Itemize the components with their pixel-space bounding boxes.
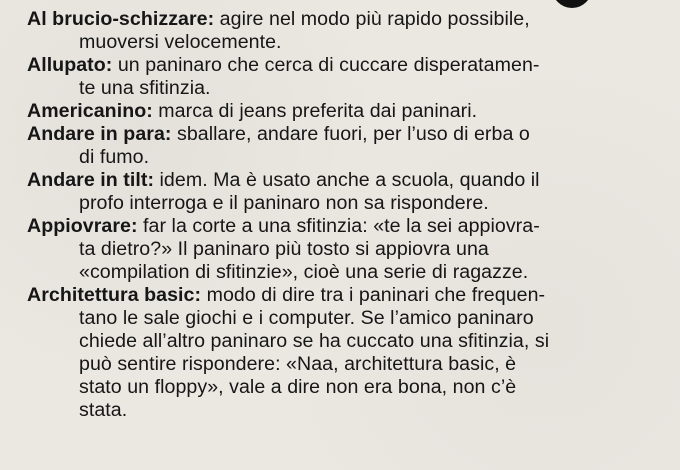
glossary-term: Andare in para:: [27, 123, 172, 145]
entry-first-line: [27, 54, 645, 77]
definition-text: sballare, andare fuori, per l’uso di erba o: [171, 123, 530, 145]
definition-continuation: profo interroga e il paninaro non sa rispondere.: [79, 192, 489, 214]
definition-text: agire nel modo più rapido possibile,: [214, 8, 530, 30]
entry-first-line: [27, 169, 645, 192]
definition-text: idem. Ma è usato anche a scuola, quando il: [154, 169, 540, 191]
definition-continuation: di fumo.: [79, 146, 150, 168]
definition-continuation: ta dietro?» Il paninaro più tosto si appiovra una: [79, 238, 489, 260]
glossary-entry: [27, 100, 645, 123]
definition-continuation: stata.: [79, 399, 128, 421]
glossary-term: Al brucio-schizzare:: [27, 8, 215, 30]
entry-first-line: [27, 284, 645, 307]
definition-continuation: stato un floppy», vale a dire non era bona, non c’è: [79, 376, 517, 398]
entry-first-line: [27, 123, 645, 146]
glossary-entry: [27, 284, 645, 422]
definition-continuation: muoversi velocemente.: [79, 31, 282, 53]
glossary-term: Allupato:: [27, 54, 113, 76]
entry-first-line: [27, 100, 645, 123]
glossary-term: Architettura basic:: [27, 284, 202, 306]
entry-first-line: [27, 215, 645, 238]
definition-continuation: tano le sale giochi e i computer. Se l’amico paninaro: [79, 307, 534, 329]
logo-fragment: [552, 0, 592, 8]
glossary-entry: [27, 8, 645, 54]
glossary-term: Andare in tilt:: [27, 169, 155, 191]
definition-continuation: può sentire rispondere: «Naa, architettura basic, è: [79, 353, 517, 375]
glossary-entry: [27, 54, 645, 100]
definition-continuation: te una sfitinzia.: [79, 77, 211, 99]
glossary-list: [27, 8, 645, 422]
glossary-entry: [27, 123, 645, 169]
glossary-entry: [27, 215, 645, 284]
glossary-entry: [27, 169, 645, 215]
glossary-term: Appiovrare:: [27, 215, 138, 237]
definition-continuation: «compilation di sfitinzie», cioè una serie di ragazze.: [79, 261, 529, 283]
entry-first-line: [27, 8, 645, 31]
definition-text: modo di dire tra i paninari che frequen-: [201, 284, 546, 306]
definition-text: un paninaro che cerca di cuccare disperatamen-: [112, 54, 540, 76]
definition-text: far la corte a una sfitinzia: «te la sei appiovra-: [137, 215, 540, 237]
definition-text: marca di jeans preferita dai paninari.: [152, 100, 478, 122]
glossary-term: Americanino:: [27, 100, 153, 122]
definition-continuation: chiede all’altro paninaro se ha cuccato una sfitinzia, si: [79, 330, 550, 352]
